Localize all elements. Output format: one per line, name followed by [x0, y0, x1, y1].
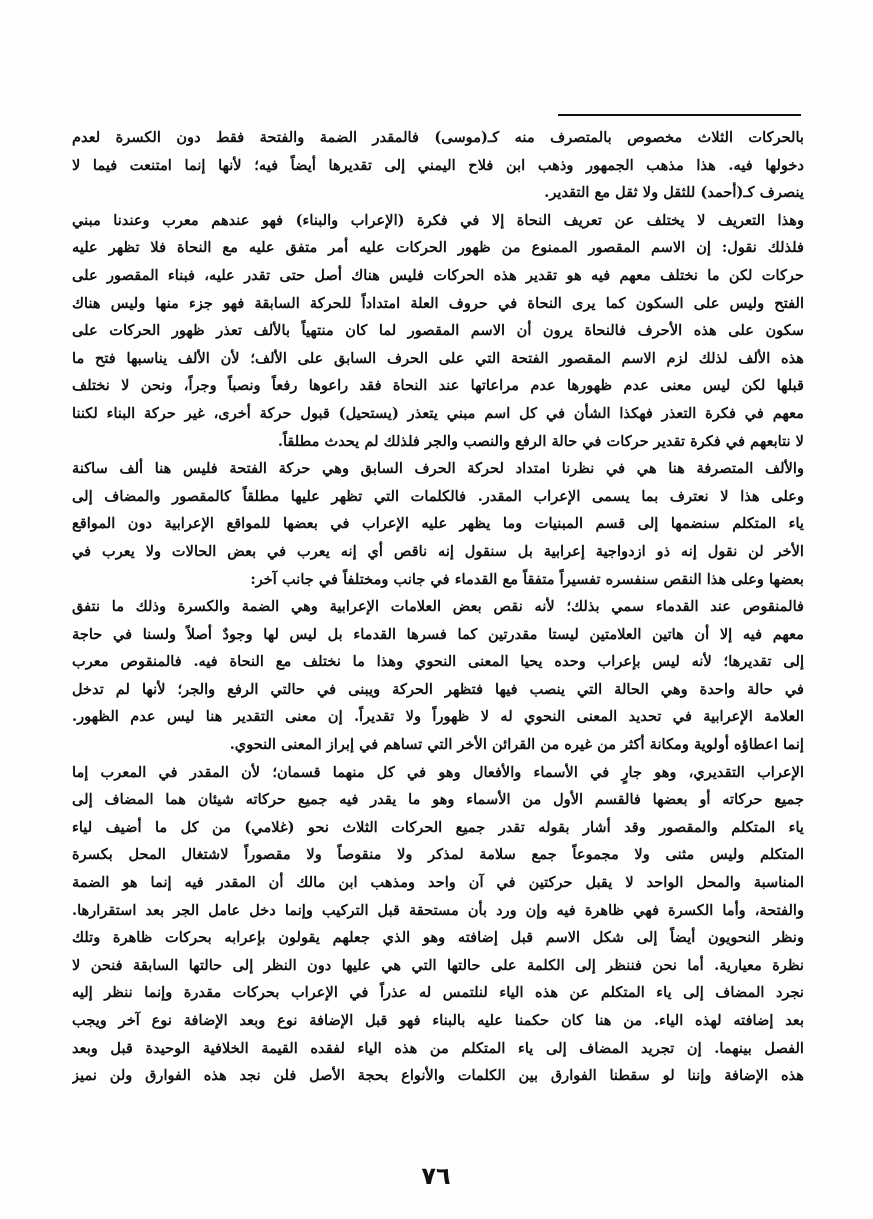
text-line: في حالة واحدة وهي الحالة التي ينصب فيها فتظهر الحركة ويبنى في حالتي الرفع والجر؛ لأنها لم تدخل: [72, 680, 804, 698]
text-line: إلى تقديرها؛ لأنه ليس بإعراب وحده يحيا المعنى النحوي وهذا ما نختلف مع النحاة فيه. فالمنقوص معرب: [72, 653, 804, 671]
text-line: جميع حركاته أو بعضها فالقسم الأول من الأسماء وهو ما يقدر فيه جميع حركاته شيئان هما المضاف إلى: [72, 791, 804, 809]
text-line: العلامة الإعرابية في تحديد المعنى النحوي له لا ظهوراً ولا تقديراً. إن معنى التقدير هنا ليس عدم الظهور.: [72, 708, 804, 726]
text-line: ونظر النحويون أيضاً إلى شكل الاسم قبل إضافته وهو الذي جعلهم يقولون بإعرابه بحركات ظاهرة وتلك: [72, 929, 804, 947]
text-line: الفتح وليس على السكون كما يرى النحاة في حروف العلة امتداداً للحركة السابقة فهو جزء منها وليس هناك: [72, 294, 804, 312]
text-line: ينصرف كـ(أحمد) للثقل ولا ثقل مع التقدير.: [544, 184, 804, 202]
text-line: بالحركات الثلاث مخصوص بالمتصرف منه كـ(موسى) فالمقدر الضمة والفتحة فقط دون الكسرة لعدم: [72, 129, 804, 146]
text-line: قبلها لكن ليس معنى عدم ظهورها عدم مراعاتها عند النحاة فقد راعوها رفعاً ونصباً وجراً، ونحن لا نختلف: [72, 377, 804, 395]
text-line: ياء المتكلم سنضمها إلى قسم المبنيات وما يظهر عليه الإعراب في بعضها للمواقع الإعرابية دون المواقع: [72, 515, 804, 533]
text-line: وعلى هذا لا نعترف بما يسمى الإعراب المقدر. فالكلمات التي تظهر عليها مطلقاً كالمقصور والمضاف إلى: [72, 487, 804, 505]
text-line: نظرة معيارية. أما نحن فننظر إلى الكلمة على حالتها التي هي عليها دون النظر إلى حالتها السابقة فنحن لا: [72, 956, 804, 974]
body-text: [72, 124, 804, 1090]
text-line: الأخر لن نقول إنه ذو ازدواجية إعرابية بل سنقول إنه ناقص أي إنه يعرب في بعض الحالات ولا يعرب في: [72, 542, 804, 560]
text-line: والفتحة، وأما الكسرة فهي ظاهرة فيه وإن ورد بأن مستحقة قبل التركيب وإنما دخل عامل الجر بعد استقرارها.: [72, 901, 804, 919]
page-number: ٧٦: [421, 1162, 451, 1190]
text-line: بعضها وعلى هذا النقص سنفسره تفسيراً متفقاً مع القدماء في جانب ومختلفاً في جانب آخر:: [250, 570, 804, 588]
text-line: حركات لكن ما نختلف معهم فيه هو تقدير هذه الحركات فليس هناك أصل حتى تقدر عليه، فبناء المقصور على: [72, 266, 804, 284]
text-line: هذه الألف لذلك لزم الاسم المقصور الفتحة التي على الحرف السابق على الألف؛ لأن الألف يناسبها فتح ما: [72, 349, 804, 367]
text-line: فلذلك نقول: إن الاسم المقصور الممنوع من ظهور الحركات عليه أمر متفق عليه مع النحاة فلا تظهر عليه: [72, 239, 804, 257]
text-line: بعد إضافته لهذه الياء. من هنا كان حكمنا عليه بالبناء فهو قبل الإضافة نوع وبعد الإضافة نوع آخر ويجب: [72, 1012, 804, 1029]
text-line: معهم فيه إلا أن هاتين العلامتين ليستا مقدرتين كما فسرها القدماء بل ليس لها وجودٌ أصلاً ولسنا في حاجة: [72, 625, 804, 643]
text-line: نجرد المضاف إلى ياء المتكلم عن هذه الياء لنلتمس له عذراً في الإعراب بحركات مقدرة وإنما ننظر إليه: [72, 984, 804, 1002]
text-line: فالمنقوص عند القدماء سمي بذلك؛ لأنه نقص بعض العلامات الإعرابية وهي الضمة والكسرة وذلك ما نتفق: [72, 598, 804, 616]
text-line: وهذا التعريف لا يختلف عن تعريف النحاة إلا في فكرة (الإعراب والبناء) فهو عندهم معرب وعندنا مبني: [72, 211, 804, 229]
text-line: المتكلم وليس مثنى ولا مجموعاً جمع سلامة لمذكر ولا منقوصاً ولا مقصوراً لاشتغال المحل بكسرة: [72, 846, 804, 864]
text-line: الفصل بينهما. إن تجريد المضاف إلى ياء المتكلم من هذه الياء لفقده القيمة الخلافية الوحيدة قبل وبعد: [72, 1039, 804, 1057]
text-line: إنما اعطاؤه أولوية ومكانة أكثر من غيره من القرائن الأخر التي تساهم في إبراز المعنى النحوي.: [229, 736, 804, 754]
footnote-separator-line: [558, 114, 801, 116]
text-line: المناسبة والمحل الواحد لا يقبل حركتين في آن واحد ومذهب ابن مالك أن المقدر فيه إنما هو الضمة: [72, 874, 804, 892]
text-line: لا نتابعهم في فكرة تقدير حركات في حالة الرفع والنصب والجر فلذلك لم يحدث مطلقاً.: [277, 432, 804, 450]
text-line: معهم في فكرة التعذر فهكذا الشأن في كل اسم مبني يتعذر (يستحيل) قبول حركة أخرى، غير حركة البناء لكننا: [72, 404, 804, 422]
text-line: والألف المتصرفة هنا هي في نظرنا امتداد لحركة الحرف السابق وهي حركة الفتحة فليس هنا ألف ساكنة: [72, 460, 804, 478]
text-line: الإعراب التقديري، وهو جارٍ في الأسماء والأفعال وهو في كل منهما قسمان؛ لأن المقدر في المعرب إما: [72, 763, 804, 781]
text-line: ياء المتكلم والمقصور وقد أشار بقوله تقدر جميع الحركات الثلاث نحو (غلامي) من كل ما أضيف لياء: [72, 818, 804, 836]
text-line: سكون على هذه الأحرف فالنحاة يرون أن الاسم المقصور لما كان منتهياً بالألف تعذر ظهور الحركات على: [72, 322, 804, 340]
text-line: هذه الإضافة وإننا لو سقطنا الفوارق بين الكلمات والأنواع بحجة الأصل فلن نجد هذه الفوارق ولن نميز: [72, 1067, 804, 1085]
text-line: دخولها فيه. هذا مذهب الجمهور وذهب ابن فلاح اليمني إلى تقديرها أيضاً فيه؛ لأنها إنما امتنعت فيما لا: [72, 156, 804, 174]
